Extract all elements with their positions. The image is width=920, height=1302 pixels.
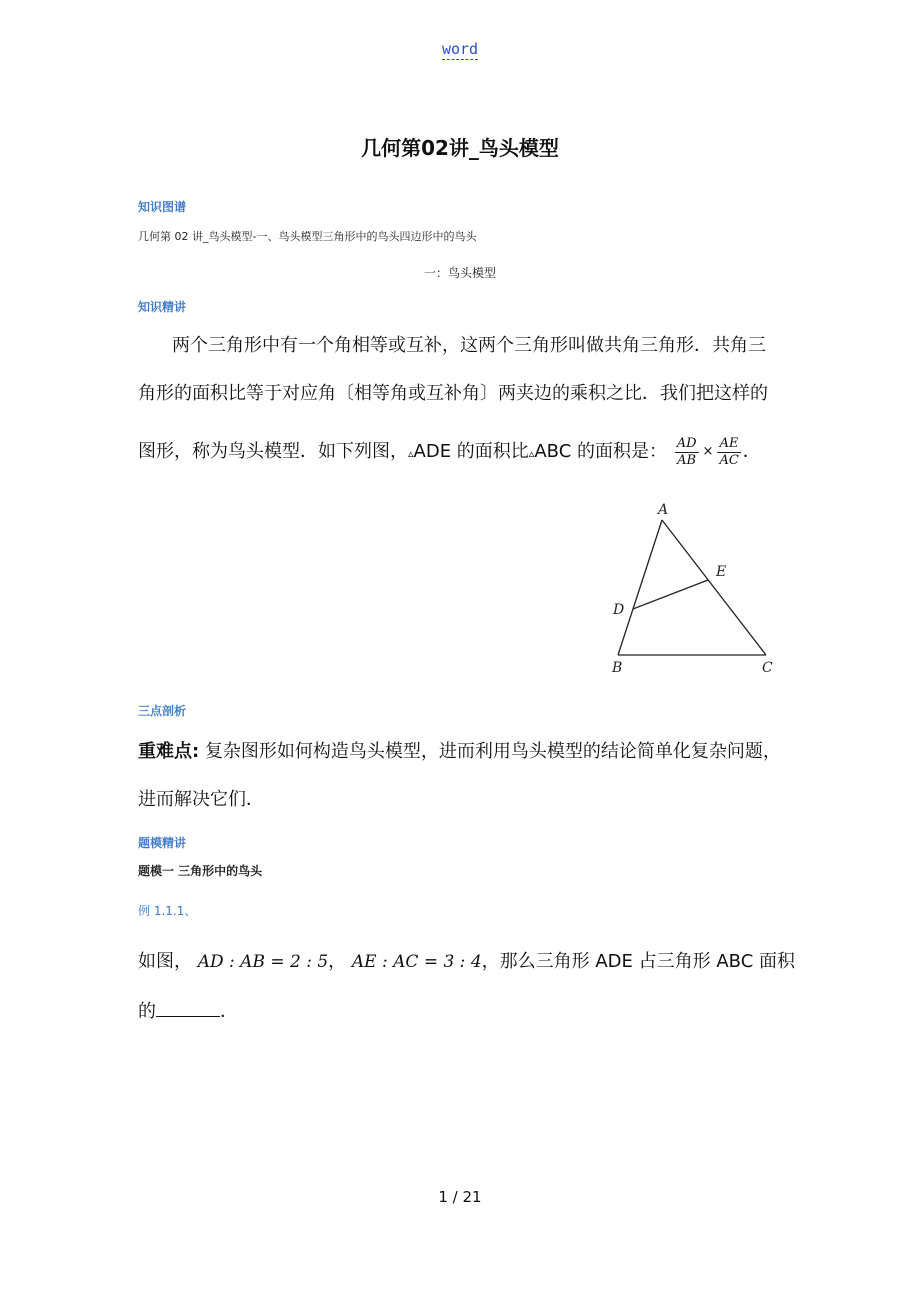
paragraph1-line2: 角形的面积比等于对应角〔相等角或互补角〕两夹边的乘积之比．我们把这样的	[138, 383, 768, 404]
side-ab	[618, 520, 662, 655]
fraction-ad-ab	[675, 436, 699, 469]
section-knowledge-explain: 知识精讲	[138, 300, 187, 314]
frac2-numerator: AE	[717, 436, 740, 453]
line3-end: ．	[742, 441, 761, 462]
page-title: 几何第02讲_鸟头模型	[361, 136, 559, 160]
example-prefix: 如图，	[138, 951, 192, 972]
example-line2	[138, 1000, 788, 1022]
page-number: 1 / 21	[438, 1188, 482, 1206]
times-symbol: ×	[702, 444, 714, 459]
segment-de	[633, 580, 708, 609]
model-one-heading: 题模一 三角形中的鸟头	[138, 864, 263, 878]
difficulty-line2: 进而解决它们．	[138, 789, 264, 810]
answer-blank[interactable]	[156, 1000, 220, 1017]
frac1-denominator: AB	[677, 452, 697, 468]
frac2-denominator: AC	[719, 452, 739, 468]
breadcrumb: 几何第 02 讲_鸟头模型-一、鸟头模型三角形中的鸟头四边形中的鸟头	[138, 230, 477, 243]
subheading: 一：鸟头模型	[423, 266, 496, 280]
difficulty-label: 重难点	[138, 741, 192, 762]
vertex-label-e: E	[716, 564, 727, 580]
header-word-link[interactable]	[0, 40, 920, 58]
section-knowledge-map: 知识图谱	[138, 200, 187, 214]
triangle-symbol-icon: ▵	[408, 447, 414, 460]
example-label: 例 1.1.1、	[138, 904, 197, 918]
vertex-label-a: A	[658, 502, 669, 518]
example-suffix: ，那么三角形 ADE 占三角形 ABC 面积	[481, 951, 795, 972]
example-line2-prefix: 的	[138, 1001, 156, 1022]
difficulty-colon: :	[192, 741, 200, 762]
side-ac	[662, 520, 766, 655]
paragraph1-line1: 两个三角形中有一个角相等或互补，这两个三角形叫做共角三角形．共角三	[172, 335, 766, 356]
line3-abc: ABC 的面积是：	[534, 441, 667, 462]
difficulty-line1	[138, 742, 788, 762]
paragraph1-line3	[138, 432, 788, 474]
vertex-label-c: C	[762, 660, 773, 676]
vertex-label-b: B	[612, 660, 623, 676]
section-problem-models: 题模精讲	[138, 836, 187, 850]
line3-ade: ADE 的面积比	[413, 441, 529, 462]
fraction-ae-ac	[717, 436, 740, 469]
vertex-label-d: D	[613, 602, 625, 618]
frac1-numerator: AD	[676, 435, 697, 451]
example-line2-end: ．	[220, 1001, 238, 1022]
example-comma: ，	[328, 951, 347, 972]
triangle-symbol-icon-2: ▵	[528, 447, 535, 460]
line3-prefix: 图形，称为鸟头模型．如下列图，	[138, 441, 408, 462]
word-link-text[interactable]: word	[441, 40, 479, 58]
ratio-ad-ab: AD : AB = 2 : 5	[197, 952, 329, 972]
ratio-ae-ac: AE : AC = 3 : 4	[351, 952, 482, 972]
difficulty-text-1: 复杂图形如何构造鸟头模型，进而利用鸟头模型的结论简单化复杂问题，	[204, 741, 781, 762]
section-analysis: 三点剖析	[138, 704, 187, 718]
triangle-figure	[600, 498, 790, 680]
example-line1	[138, 951, 795, 972]
